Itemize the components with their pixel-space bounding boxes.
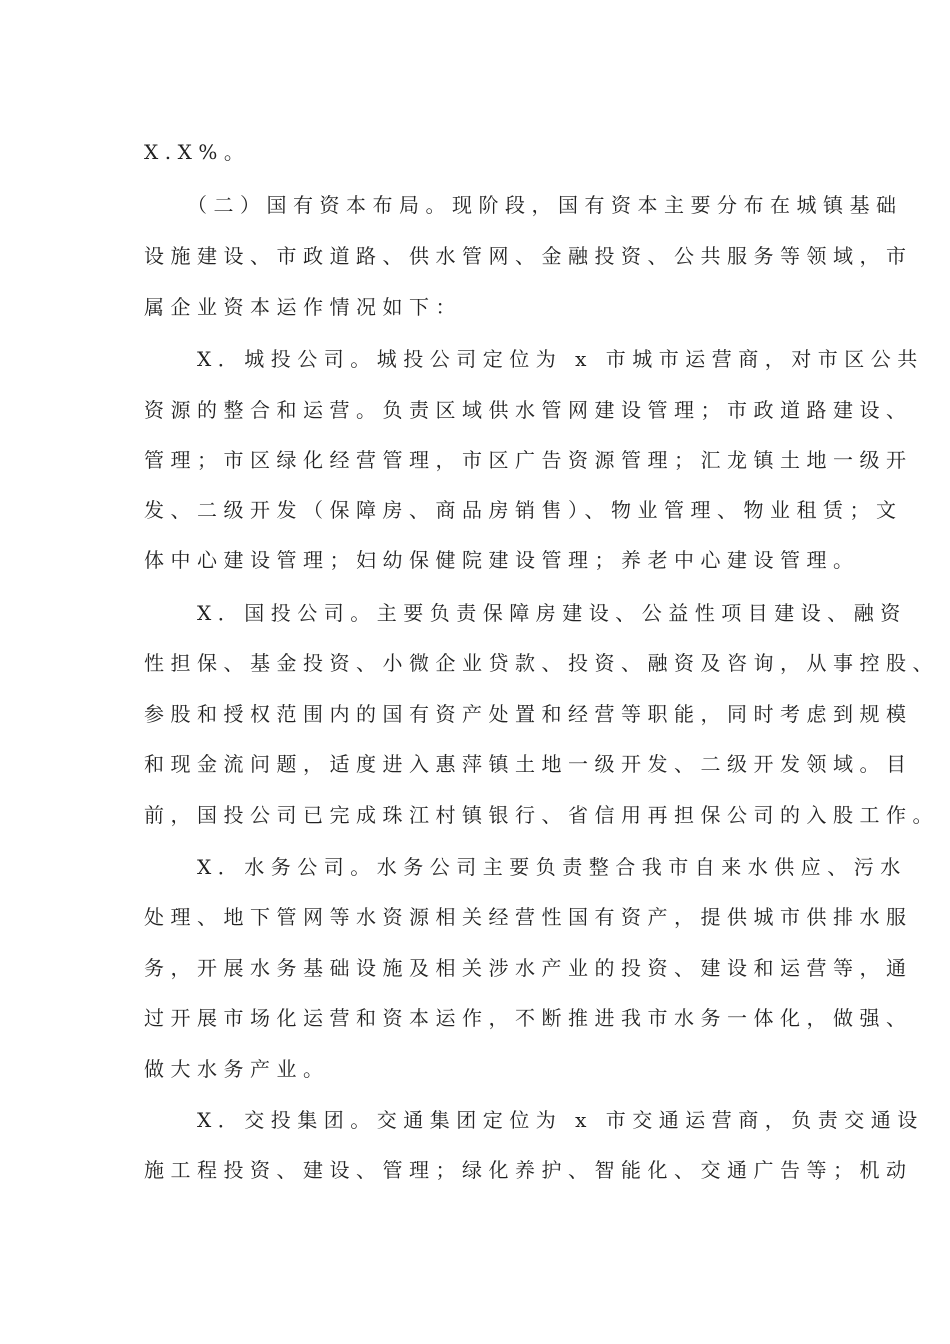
text-line: 参股和授权范围内的国有资产处置和经营等职能，同时考虑到规模 bbox=[144, 702, 913, 726]
text-line: 做大水务产业。 bbox=[144, 1057, 330, 1081]
text-line: X．水务公司。水务公司主要负责整合我市自来水供应、污水 bbox=[144, 855, 907, 879]
text-line: X．国投公司。主要负责保障房建设、公益性项目建设、融资 bbox=[144, 601, 907, 625]
text-line: X.X%。 bbox=[144, 140, 251, 164]
text-line: 性担保、基金投资、小微企业贷款、投资、融资及咨询，从事控股、 bbox=[144, 651, 939, 675]
text-line: X．城投公司。城投公司定位为 x 市城市运营商，对市区公共 bbox=[144, 347, 924, 371]
text-line: （二）国有资本布局。现阶段，国有资本主要分布在城镇基础 bbox=[144, 193, 903, 217]
text-line: 务，开展水务基础设施及相关涉水产业的投资、建设和运营等，通 bbox=[144, 956, 913, 980]
text-line: 处理、地下管网等水资源相关经营性国有资产，提供城市供排水服 bbox=[144, 905, 913, 929]
text-line: 和现金流问题，适度进入惠萍镇土地一级开发、二级开发领域。目 bbox=[144, 752, 913, 776]
text-line: 设施建设、市政道路、供水管网、金融投资、公共服务等领域，市 bbox=[144, 244, 913, 268]
text-line: 资源的整合和运营。负责区域供水管网建设管理；市政道路建设、 bbox=[144, 398, 913, 422]
text-line: 前，国投公司已完成珠江村镇银行、省信用再担保公司的入股工作。 bbox=[144, 803, 939, 827]
text-line: 管理；市区绿化经营管理，市区广告资源管理；汇龙镇土地一级开 bbox=[144, 448, 913, 472]
text-line: 体中心建设管理；妇幼保健院建设管理；养老中心建设管理。 bbox=[144, 548, 860, 572]
text-line: X．交投集团。交通集团定位为 x 市交通运营商，负责交通设 bbox=[144, 1108, 924, 1132]
text-line: 过开展市场化运营和资本运作，不断推进我市水务一体化，做强、 bbox=[144, 1006, 913, 1030]
text-line: 发、二级开发（保障房、商品房销售）、物业管理、物业租赁；文 bbox=[144, 498, 903, 522]
text-line: 施工程投资、建设、管理；绿化养护、智能化、交通广告等；机动 bbox=[144, 1158, 913, 1182]
text-line: 属企业资本运作情况如下： bbox=[144, 295, 462, 319]
